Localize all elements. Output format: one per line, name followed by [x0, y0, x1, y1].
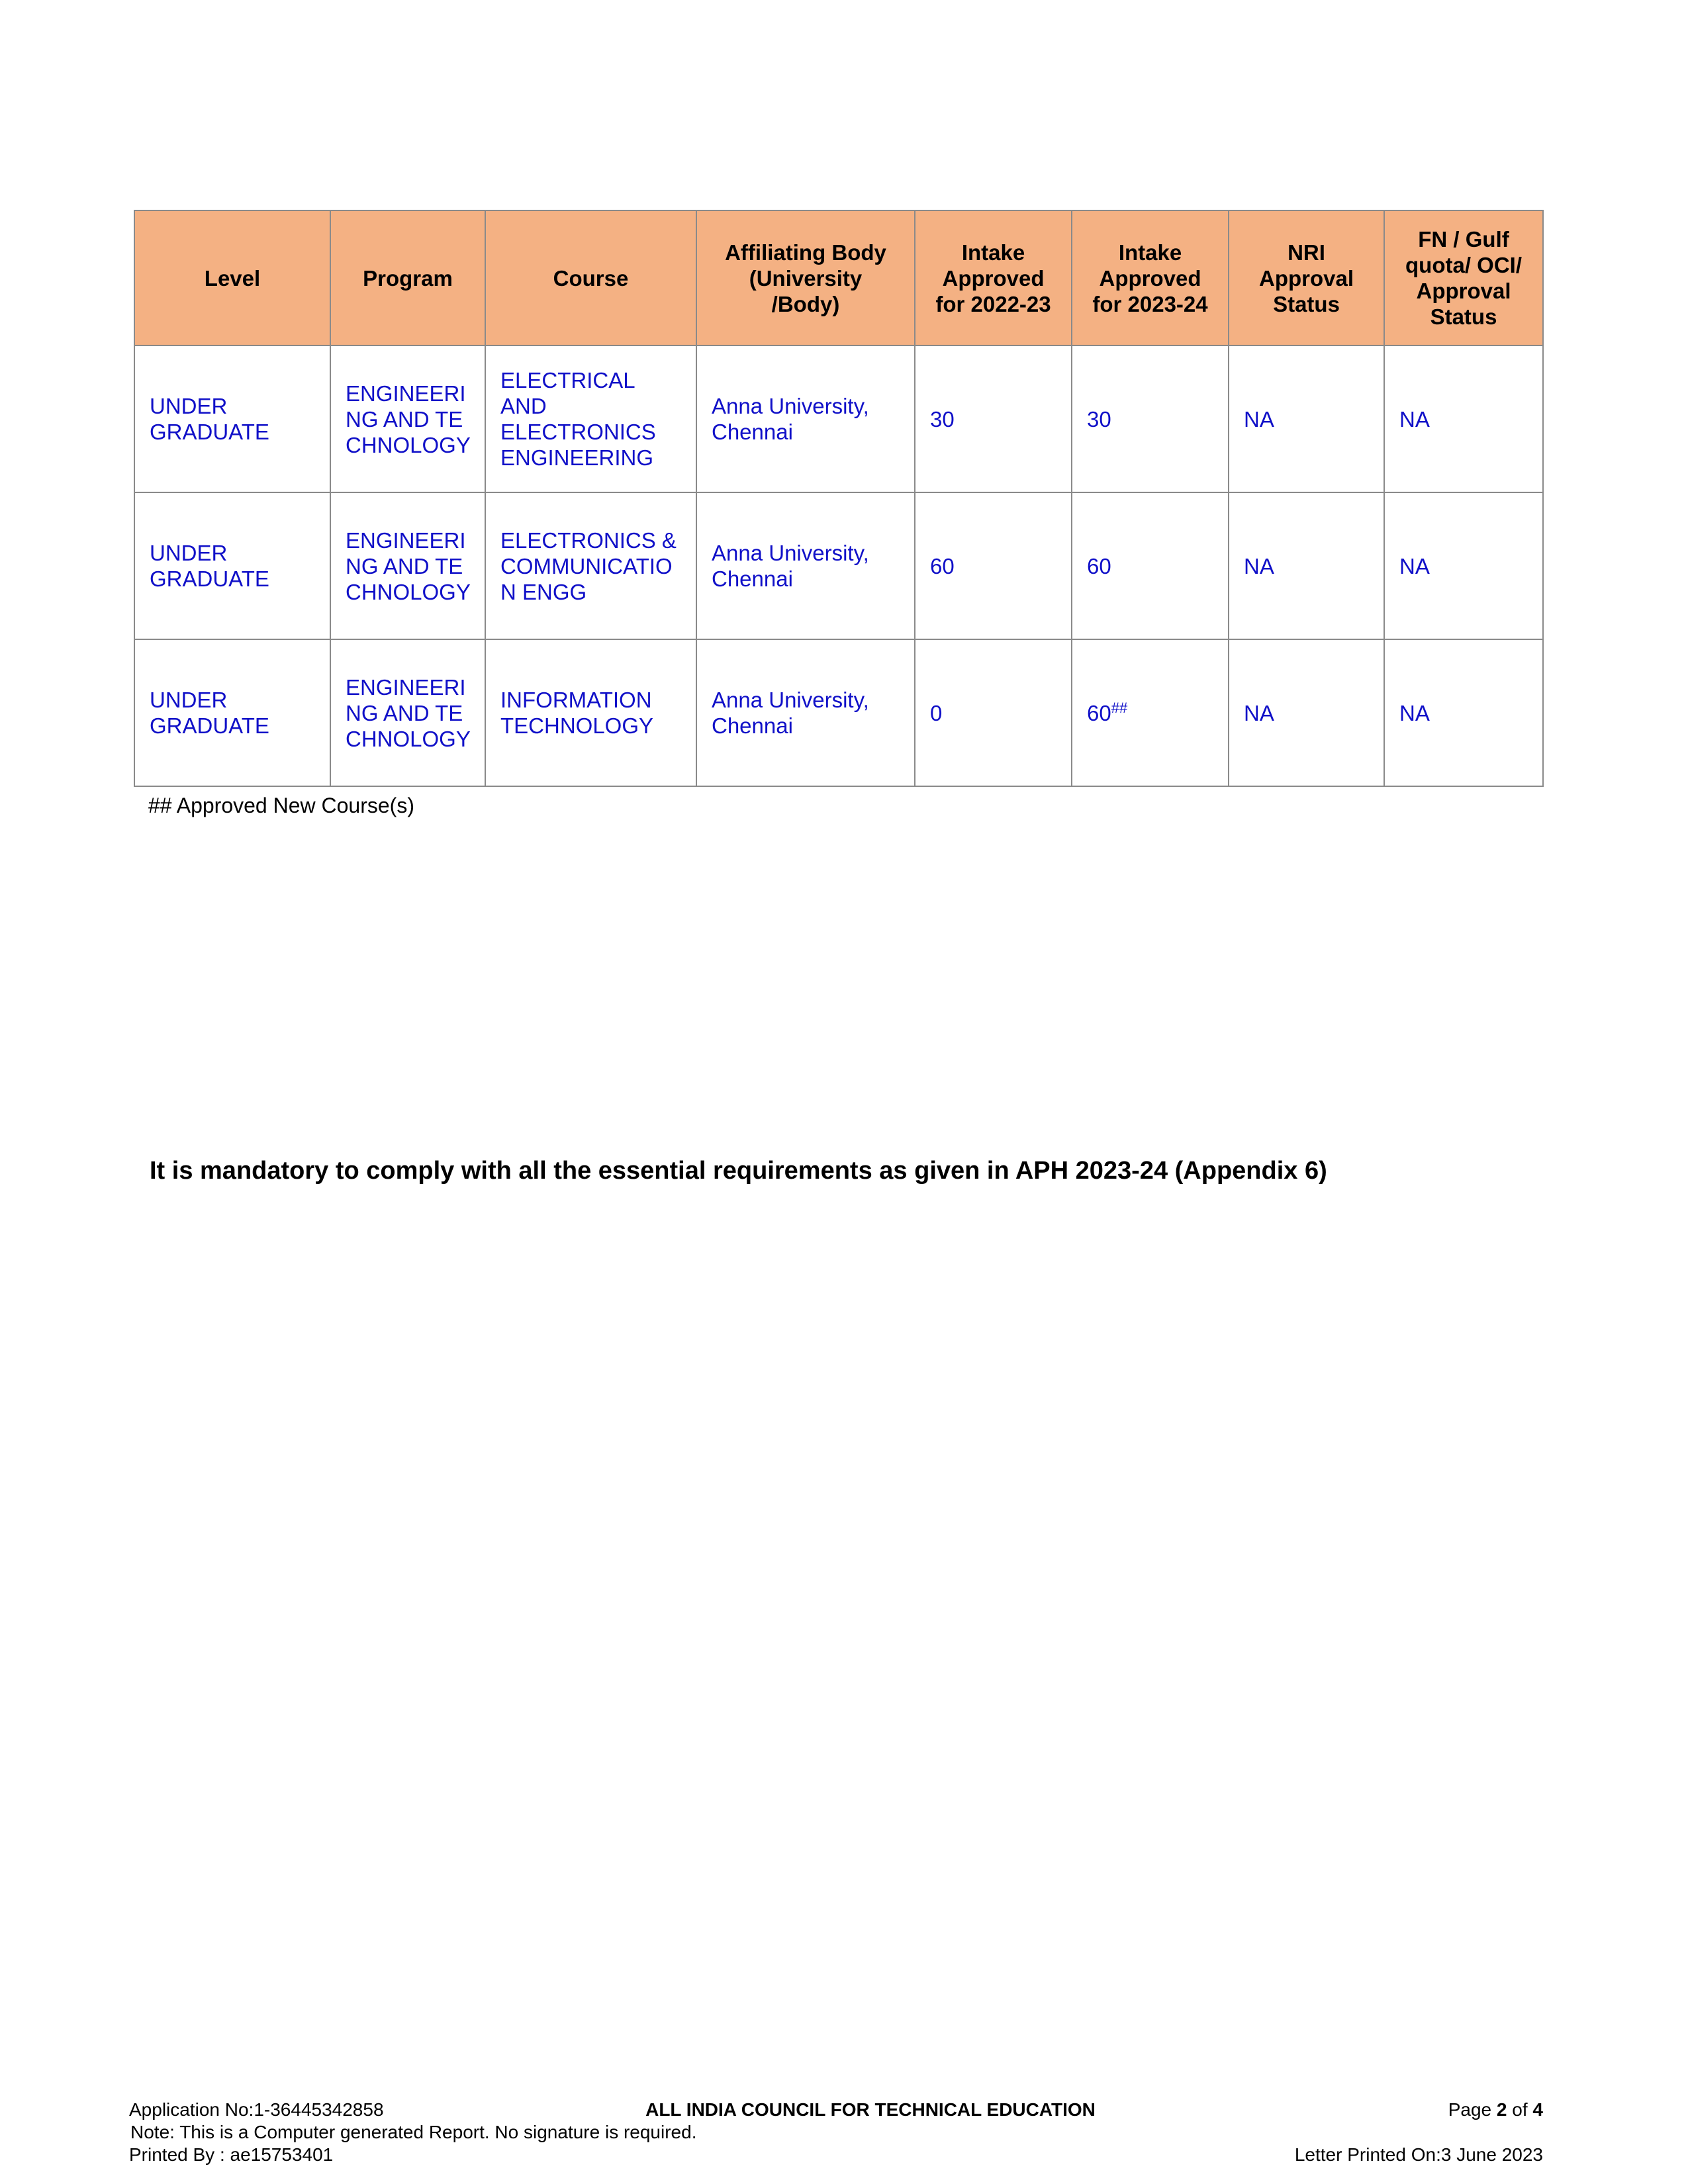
cell-intake-2022-23: 60	[915, 492, 1072, 639]
cell-nri-status: NA	[1229, 492, 1384, 639]
header-affiliating-body: Affiliating Body (University /Body)	[696, 210, 915, 345]
intake-value: 60	[1087, 700, 1111, 725]
cell-intake-2022-23: 0	[915, 639, 1072, 786]
table-header-row	[134, 210, 1543, 345]
cell-nri-status: NA	[1229, 345, 1384, 492]
cell-intake-2023-24	[1072, 639, 1229, 786]
cell-course: INFORMATION TECHNOLOGY	[485, 639, 696, 786]
page-current: 2	[1496, 2099, 1507, 2120]
cell-level: UNDER GRADUATE	[134, 345, 330, 492]
cell-course: ELECTRICAL AND ELECTRONICS ENGINEERING	[485, 345, 696, 492]
new-course-mark: ##	[1111, 699, 1128, 716]
mandatory-compliance-note: It is mandatory to comply with all the essential requirements as given in APH 2023-24 (Appendix 6)	[150, 1157, 1327, 1185]
cell-intake-2023-24	[1072, 345, 1229, 492]
cell-program: ENGINEERING AND TECHNOLOGY	[330, 639, 485, 786]
cell-intake-2022-23: 30	[915, 345, 1072, 492]
cell-fn-gulf-status: NA	[1384, 492, 1543, 639]
cell-affiliating-body: Anna University, Chennai	[696, 492, 915, 639]
page-label: Page	[1448, 2099, 1492, 2120]
new-course-footnote: ## Approved New Course(s)	[148, 794, 414, 817]
intake-value: 60	[1087, 553, 1111, 578]
intake-value: 30	[1087, 406, 1111, 432]
table-row	[134, 639, 1543, 786]
cell-fn-gulf-status: NA	[1384, 345, 1543, 492]
cell-program: ENGINEERING AND TECHNOLOGY	[330, 492, 485, 639]
header-fn-gulf-status: FN / Gulf quota/ OCI/ Approval Status	[1384, 210, 1543, 345]
cell-course: ELECTRONICS & COMMUNICATION ENGG	[485, 492, 696, 639]
letter-printed-date: Letter Printed On:3 June 2023	[1294, 2144, 1543, 2165]
page-number	[1448, 2099, 1543, 2121]
header-intake-2022-23: Intake Approved for 2022-23	[915, 210, 1072, 345]
header-level: Level	[134, 210, 330, 345]
header-nri-status: NRI Approval Status	[1229, 210, 1384, 345]
computer-generated-note: Note: This is a Computer generated Report. No signature is required.	[130, 2122, 697, 2142]
page-total: 4	[1532, 2099, 1543, 2120]
intake-approval-table	[134, 210, 1544, 787]
printed-by: Printed By : ae15753401	[129, 2144, 334, 2165]
header-course: Course	[485, 210, 696, 345]
cell-level: UNDER GRADUATE	[134, 639, 330, 786]
header-intake-2023-24: Intake Approved for 2023-24	[1072, 210, 1229, 345]
cell-affiliating-body: Anna University, Chennai	[696, 345, 915, 492]
application-number: Application No:1-36445342858	[129, 2099, 384, 2120]
header-program: Program	[330, 210, 485, 345]
cell-level: UNDER GRADUATE	[134, 492, 330, 639]
cell-fn-gulf-status: NA	[1384, 639, 1543, 786]
table-row	[134, 492, 1543, 639]
page-of: of	[1512, 2099, 1528, 2120]
organization-name: ALL INDIA COUNCIL FOR TECHNICAL EDUCATION	[645, 2099, 1096, 2120]
cell-nri-status: NA	[1229, 639, 1384, 786]
cell-intake-2023-24	[1072, 492, 1229, 639]
cell-affiliating-body: Anna University, Chennai	[696, 639, 915, 786]
cell-program: ENGINEERING AND TECHNOLOGY	[330, 345, 485, 492]
table-row	[134, 345, 1543, 492]
